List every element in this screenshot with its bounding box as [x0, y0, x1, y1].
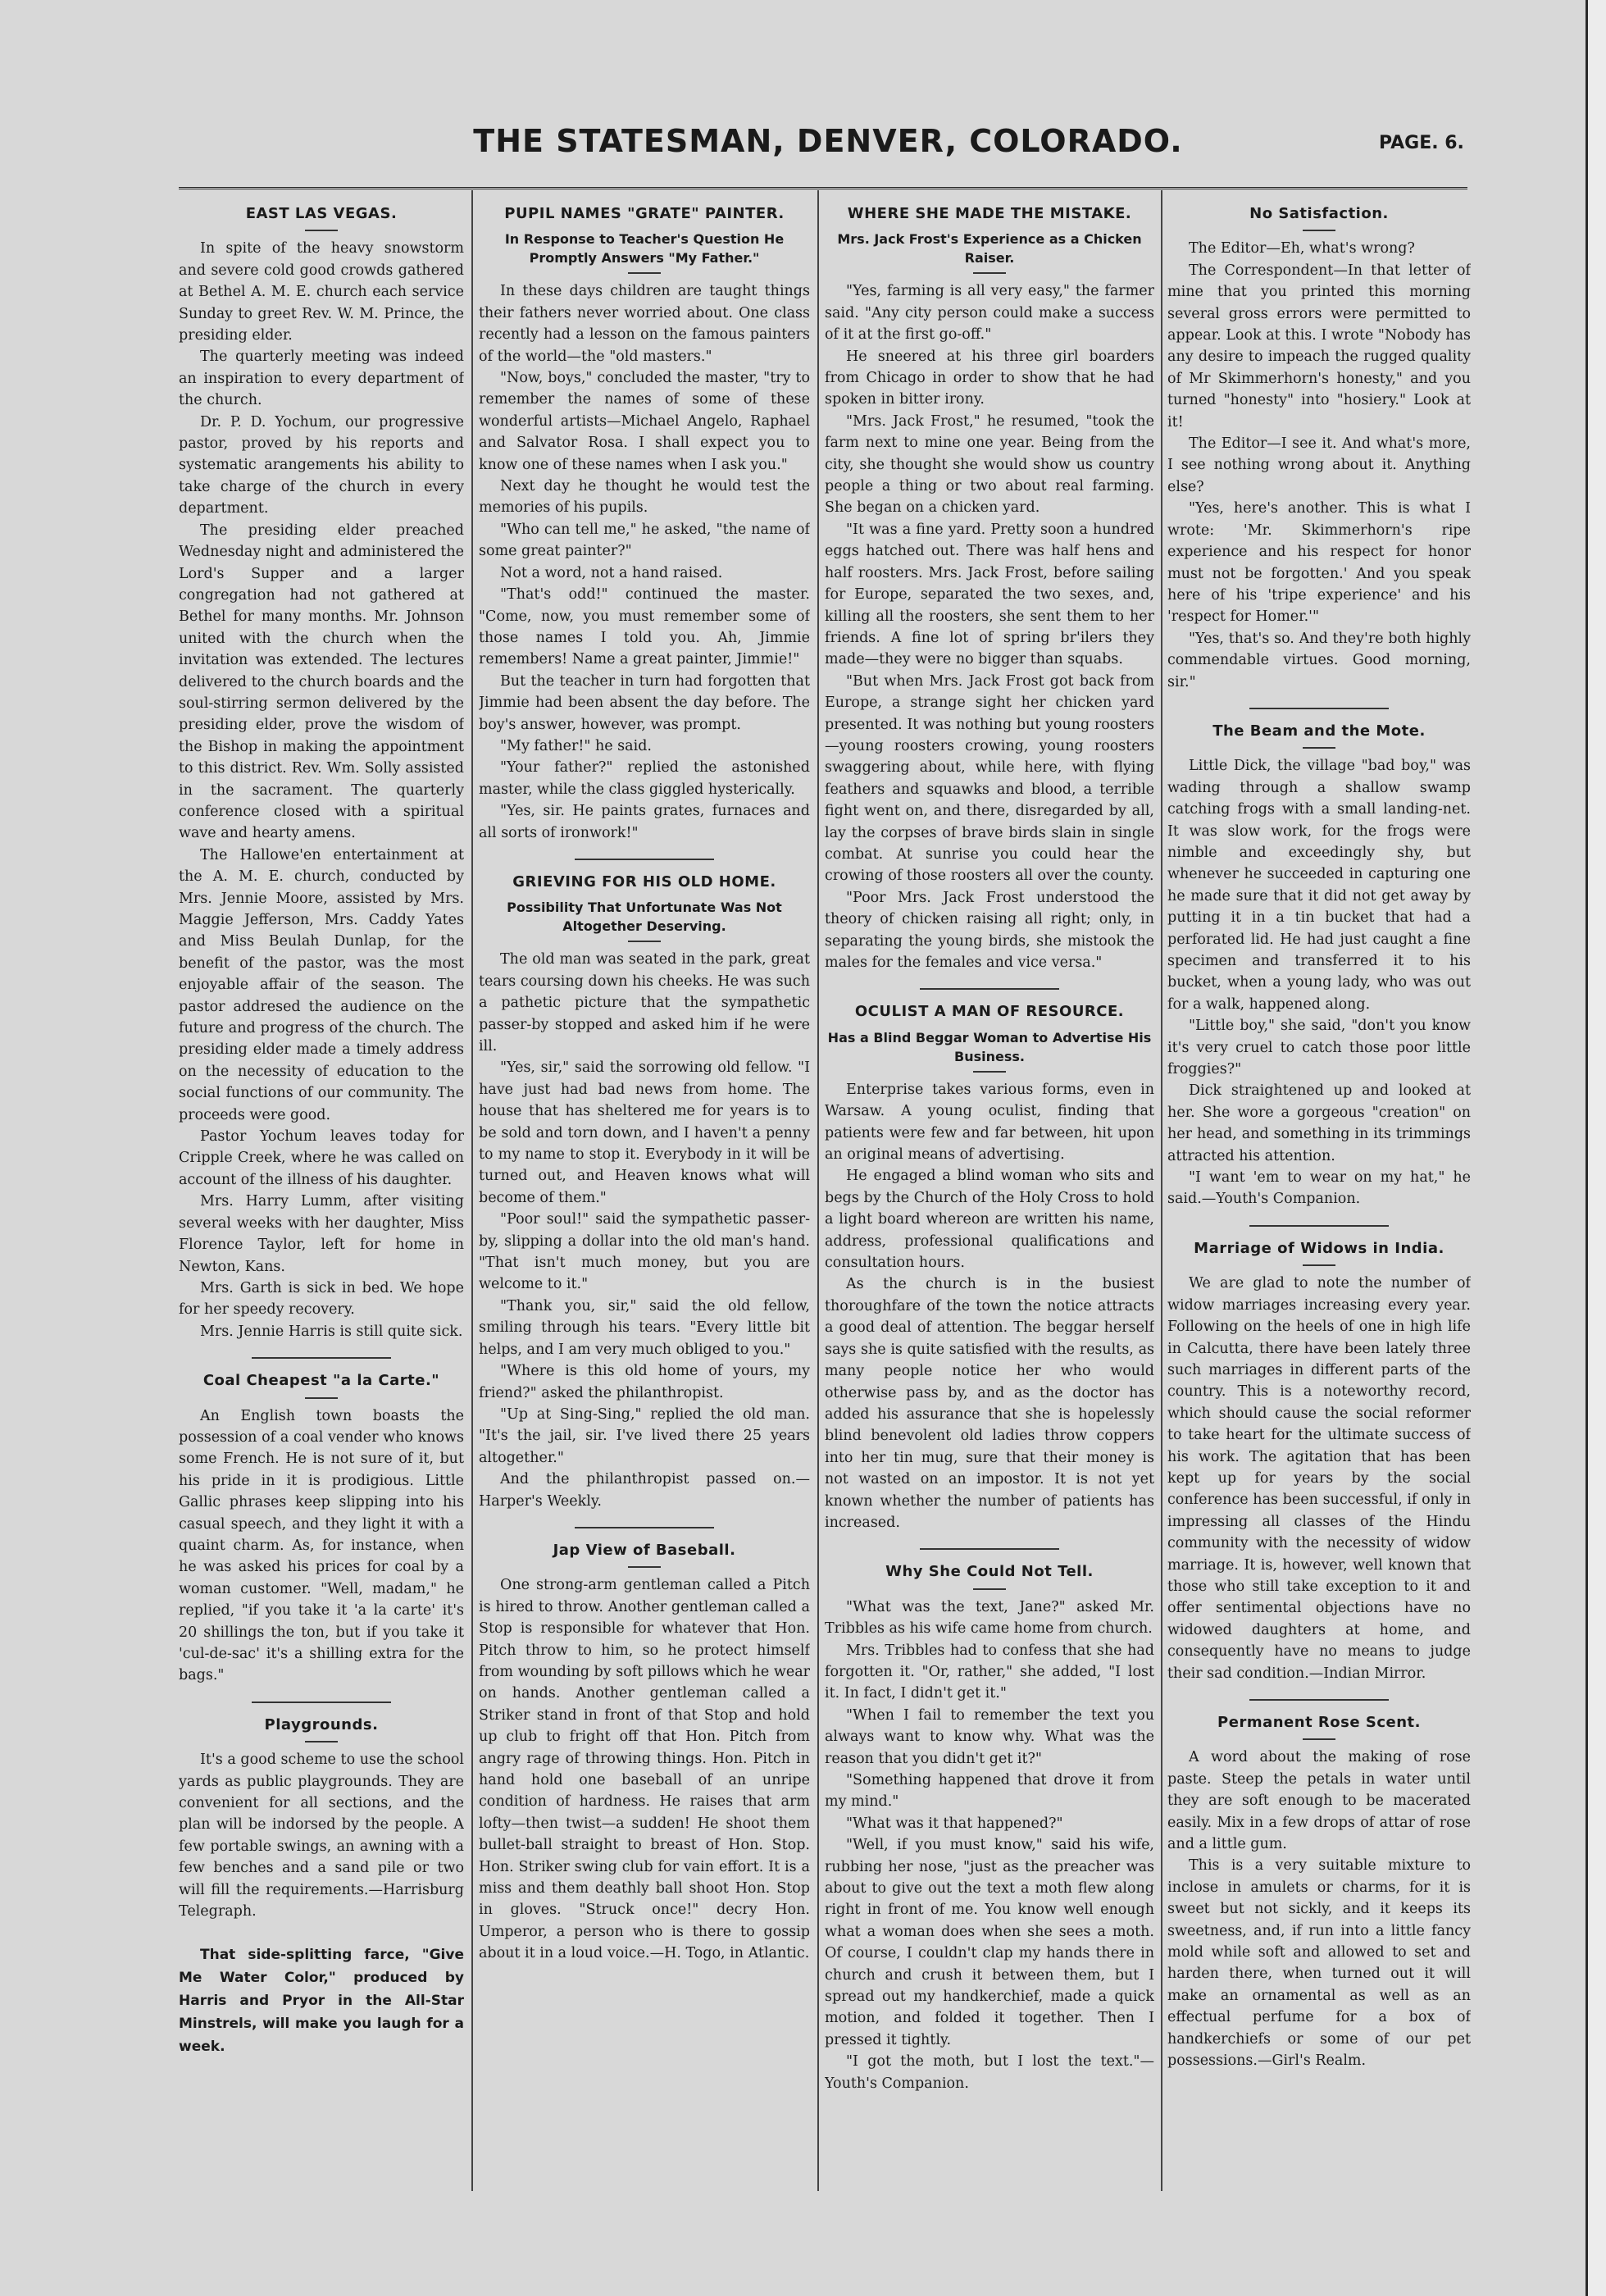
article-paragraph: "Poor soul!" said the sympathetic passer-by, slipping a dollar into the old man's hand. "That isn't much money, but you are welcome to it.": [479, 1211, 810, 1293]
article-paragraph: "Where is this old home of yours, my friend?" asked the philanthropist.: [479, 1363, 810, 1401]
article-separator: [1249, 1225, 1389, 1227]
article-paragraph: The Correspondent—In that letter of mine that you printed this morning several gross errors were permitted to appear. Look at this. I wrote "Nobody has any desire to impeach the rugged quality of Mr Skimmerhorn's honesty," and you turned "honesty" into "hosiery." Look at it!: [1167, 262, 1471, 430]
article-paragraph: "Yes, sir. He paints grates, furnaces and all sorts of ironwork!": [479, 803, 810, 841]
headline-rule: [628, 272, 661, 274]
article-subheadline: Possibility That Unfortunate Was Not Altogether Deserving.: [507, 900, 782, 935]
article-paragraph: The old man was seated in the park, great tears coursing down his cheeks. He was such a pathetic picture that the sympathetic passer-by stopped and asked him if he were ill.: [479, 951, 810, 1055]
article-playgrounds: [179, 1715, 464, 1923]
headline-rule: [628, 941, 661, 942]
article-paragraph: "Thank you, sir," said the old fellow, smiling through his tears. "Every little bit helps, and I am very much obliged to you.": [479, 1297, 810, 1358]
article-separator: [920, 1548, 1059, 1550]
article-paragraph: The presiding elder preached Wednesday night and administered the Lord's Supper and a larger congregation had not gathered at Bethel for many months. Mr. Johnson united with the church when the invitation was extended. The lectures delivered to the church boards and the soul-stirring sermon delivered by the presiding elder, prove the wisdom of the Bishop in making the appointment to this district. Rev. Wm. Solly assisted in the sacrament. The quarterly conference closed with a spiritual wave and hearty amens.: [179, 522, 464, 842]
article-paragraph: "Who can tell me," he asked, "the name of some great painter?": [479, 521, 810, 560]
article-paragraph: Dick straightened up and looked at her. She wore a gorgeous "creation" on her head, and something in its trimmings attracted his attention.: [1167, 1082, 1471, 1164]
article-paragraph: Mrs. Jennie Harris is still quite sick.: [200, 1323, 463, 1340]
masthead: THE STATESMAN, DENVER, COLORADO.: [473, 123, 1183, 159]
article-minstrels-ad: [179, 1943, 464, 2058]
column-rule: [817, 190, 819, 2191]
article-separator: [920, 988, 1059, 990]
headline-rule: [1303, 230, 1335, 231]
headline-rule: [973, 1588, 1006, 1590]
column-rule: [1161, 190, 1162, 2191]
article-widows-india: [1167, 1238, 1471, 1684]
headline-rule: [973, 272, 1006, 274]
article-paragraph: "But when Mrs. Jack Frost got back from Europe, a strange sight her chicken yard presented. It was nothing but young roosters—young roosters crowing, young roosters swaggering about, while here, with flying feathers and squawks and blood, a terrible fight went on, and there, disregarded by all, lay the corpses of brave birds slain in single combat. At sunrise you could hear the crowing of those roosters all over the county.: [825, 672, 1154, 885]
article-paragraph: "Little boy," she said, "don't you know it's very cruel to catch those poor little froggies?": [1167, 1018, 1471, 1078]
article-headline: Why She Could Not Tell.: [885, 1563, 1094, 1581]
column-3: [825, 195, 1154, 2196]
article-separator: [575, 859, 714, 860]
article-why-she-could-not-tell: [825, 1561, 1154, 2094]
article-headline: Permanent Rose Scent.: [1217, 1714, 1421, 1731]
page-edge: [1586, 0, 1606, 2296]
article-paragraph: "Yes, farming is all very easy," the farmer said. "Any city person could make a success of it at the first go-off.": [825, 283, 1154, 344]
article-paragraph: "Now, boys," concluded the master, "try to remember the names of some of these wonderful artists—Michael Angelo, Raphael and Salvator Rosa. I shall expect you to know one of these names when I ask you.": [479, 370, 810, 473]
article-grieving: [479, 872, 810, 1512]
article-headline: The Beam and the Mote.: [1212, 722, 1426, 740]
article-separator: [1249, 708, 1389, 709]
article-headline: Playgrounds.: [264, 1715, 379, 1733]
article-headline: Coal Cheapest "a la Carte.": [202, 1372, 440, 1390]
article-subheadline: Has a Blind Beggar Woman to Advertise His Business.: [827, 1029, 1152, 1064]
article-paragraph: The Editor—I see it. And what's more, I see nothing wrong about it. Anything else?: [1167, 435, 1471, 495]
article-separator: [1249, 1699, 1389, 1701]
article-paragraph: "Yes, sir," said the sorrowing old fellow. "I have just had bad news from home. The house that has sheltered me for years is to be sold and torn down, and I haven't a penny to my name to stop it. Everybody in it will be turned out, and Heaven knows what will become of them.": [479, 1059, 810, 1206]
article-paragraph: Not a word, not a hand raised.: [500, 564, 723, 581]
article-separator: [575, 1527, 714, 1528]
column-rule: [471, 190, 473, 2191]
article-paragraph: And the philanthropist passed on.—Harper's Weekly.: [479, 1471, 810, 1510]
article-paragraph: "I got the moth, but I lost the text."—Youth's Companion.: [825, 2053, 1154, 2092]
headline-rule: [305, 1397, 338, 1399]
article-paragraph: Dr. P. D. Yochum, our progressive pastor, proved by his reports and systematic arangements his ability to take charge of the church in every department.: [179, 413, 464, 517]
article-paragraph: "Yes, that's so. And they're both highly commendable virtues. Good morning, sir.": [1167, 630, 1471, 690]
article-rose-scent: [1167, 1712, 1471, 2072]
article-where-she-made: [825, 203, 1154, 973]
article-headline: PUPIL NAMES "GRATE" PAINTER.: [504, 205, 785, 222]
article-jap-view: [479, 1540, 810, 1965]
article-paragraph: "Yes, here's another. This is what I wrote: 'Mr. Skimmerhorn's ripe experience and his respect for honor must not be forgotten.' And you speak here of his 'tripe experience' and his 'respect for Homer.'": [1167, 500, 1471, 626]
article-paragraph: Next day he thought he would test the memories of his pupils.: [479, 478, 810, 517]
headline-rule: [973, 1071, 1006, 1073]
article-paragraph: Mrs. Harry Lumm, after visiting several weeks with her daughter, Miss Florence Taylor, left for home in Newton, Kans.: [179, 1193, 464, 1275]
article-separator: [252, 1702, 391, 1703]
headline-rule: [1303, 747, 1335, 749]
article-headline: OCULIST A MAN OF RESOURCE.: [854, 1003, 1125, 1021]
article-coal-cheapest: [179, 1370, 464, 1687]
article-headline: EAST LAS VEGAS.: [245, 205, 398, 222]
article-separator: [252, 1357, 391, 1359]
article-paragraph: The quarterly meeting was indeed an inspiration to every department of the church.: [179, 348, 464, 409]
article-paragraph: "What was the text, Jane?" asked Mr. Tribbles as his wife came home from church.: [825, 1598, 1154, 1638]
headline-rule: [628, 1566, 661, 1568]
article-paragraph: "Your father?" replied the astonished master, while the class giggled hysterically.: [479, 759, 810, 798]
article-paragraph: "Something happened that drove it from my mind.": [825, 1772, 1154, 1811]
article-paragraph: But the teacher in turn had forgotten that Jimmie had been absent the day before. The boy's answer, however, was prompt.: [479, 672, 810, 733]
masthead-rule: [179, 187, 1467, 189]
article-headline: No Satisfaction.: [1249, 205, 1389, 222]
article-paragraph: "My father!" he said.: [500, 737, 652, 754]
article-paragraph: Little Dick, the village "bad boy," was wading through a shallow swamp catching frogs with a small landing-net. It was slow work, for the frogs were nimble and exceedingly shy, but whenever he succeeded in capturing one he made sure that it did not get away by putting it in a tin bucket that had a perforated lid. He had just caught a fine specimen and transferred it to his bucket, when a young lady, who was out for a walk, happened along.: [1167, 758, 1471, 1013]
article-headline: GRIEVING FOR HIS OLD HOME.: [512, 872, 776, 891]
article-paragraph: In spite of the heavy snowstorm and severe cold good crowds gathered at Bethel A. M. E. church each service Sunday to greet Rev. W. M. Prince, the presiding elder.: [179, 240, 464, 344]
advertisement-text: That side-splitting farce, "Give Me Water Color," produced by Harris and Pryor in the All-Star Minstrels, will make you laugh for a week.: [179, 1947, 464, 2056]
article-paragraph: Enterprise takes various forms, even in Warsaw. A young oculist, finding that patients were few and far between, hit upon an original means of advertising.: [825, 1081, 1154, 1164]
article-paragraph: An English town boasts the possession of a coal vender who knows some French. He is not sure of it, but his pride in it is prodigious. Little Gallic phrases keep slipping into his casual speech, and they light it with a quaint charm. As, for instance, when he was asked his prices for coal by a woman customer. "Well, madam," he replied, "if you take it 'a la carte' it's 20 shillings the ton, but if you take it 'cul-de-sac' it's a shilling extra for the bags.": [179, 1407, 464, 1684]
binding-margin: [0, 0, 90, 2296]
page-number: PAGE. 6.: [1379, 133, 1464, 153]
article-paragraph: This is a very suitable mixture to inclose in amulets or charms, for it is sweet but not sickly, and it keeps its sweetness, and, if run into a little fancy mold while soft and allowed to set and harden there, when turned out it will make an ornamental as well as an effectual perfume for a box of handkerchiefs or some of our pet possessions.—Girl's Realm.: [1167, 1857, 1471, 2070]
article-paragraph: The Editor—Eh, what's wrong?: [1189, 240, 1415, 257]
article-paragraph: A word about the making of rose paste. Steep the petals in water until they are soft enough to be macerated easily. Mix in a few drops of attar of rose and a little gum.: [1167, 1749, 1471, 1853]
article-paragraph: "Poor Mrs. Jack Frost understood the theory of chicken raising all right; only, in separating the young birds, she mistook the males for the females and vice versa.": [825, 889, 1154, 971]
article-paragraph: In these days children are taught things their fathers never worried about. One class recently had a lesson on the famous painters of the world—the "old masters.": [479, 283, 810, 365]
article-paragraph: We are glad to note the number of widow marriages increasing every year. Following on the heels of one in high life in Calcutta, there have been lately three such marriages in different parts of the country. This is a noteworthy record, which should cause the social reformer to take heart for the ultimate success of his work. The agitation that has been kept up for years by the social conference has been successful, if only in impressing all classes of the Hindu community with the necessity of widow marriage. It is, however, well known that those who still take exception to it and offer sentimental objections have no widowed daughters at home, and consequently have no means to judge their sad condition.—Indian Mirror.: [1167, 1275, 1471, 1682]
article-paragraph: The Hallowe'en entertainment at the A. M. E. church, conducted by Mrs. Jennie Moore, assisted by Mrs. Maggie Jefferson, Mrs. Caddy Yates and Miss Beulah Dunlap, for the benefit of the pastor, was the most enjoyable affair of the season. The pastor addresed the audience on the future and progress of the church. The presiding elder made a timely address on the necessity of education to the social functions of our community. The proceeds were good.: [179, 846, 464, 1123]
article-headline: WHERE SHE MADE THE MISTAKE.: [847, 205, 1132, 222]
headline-rule: [305, 1741, 338, 1742]
article-paragraph: "It was a fine yard. Pretty soon a hundred eggs hatched out. There was half hens and half roosters. Mrs. Jack Frost, before sailing for Europe, separated the two sexes, and, killing all the roosters, she sent them to her friends. A fine lot of spring br'ilers they made—they were no bigger than squabs.: [825, 521, 1154, 668]
column-4: [1167, 195, 1471, 2196]
article-paragraph: One strong-arm gentleman called a Pitch is hired to throw. Another gentleman called a Stop is responsible for whatever that Hon. Pitch throw to him, so he protect himself from wounding by soft pillows which he wear on hands. Another gentleman called a Striker stand in front of that Stop and hold up club to fright off that Hon. Pitch from angry rage of throwing things. Hon. Pitch in hand hold one baseball of an unripe condition of hardness. He raises that arm lofty—then twist—a sudden! He shoot them bullet-ball straight to breast of Hon. Stop. Hon. Striker swing club for vain effort. It is a miss and them deathly ball shoot Hon. Stop in gloves. "Struck once!" decry Hon. Umperor, a person who is there to gossip about it in a loud voice.—H. Togo, in Atlantic.: [479, 1577, 810, 1962]
article-paragraph: "I want 'em to wear on my hat," he said.—Youth's Companion.: [1167, 1169, 1471, 1208]
article-headline: Jap View of Baseball.: [553, 1541, 736, 1559]
article-paragraph: Pastor Yochum leaves today for Cripple Creek, where he was called on account of the illness of his daughter.: [179, 1128, 464, 1188]
article-paragraph: Mrs. Tribbles had to confess that she had forgotten it. "Or, rather," she added, "I lost it. In fact, I didn't get it.": [825, 1642, 1154, 1702]
article-paragraph: He engaged a blind woman who sits and begs by the Church of the Holy Cross to hold a light board whereon are written his name, address, professional qualifications and consultation hours.: [825, 1168, 1154, 1272]
article-paragraph: As the church is in the busiest thoroughfare of the town the notice attracts a good deal of attention. The beggar herself says she is quite satisfied with the results, as many people notice her who would otherwise pass by, and as the doctor has added his assurance that she is hopelessly blind benevolent old ladies throw coppers into her tin mug, sure that their money is not wasted on an impostor. It is not yet known whether the number of patients has increased.: [825, 1276, 1154, 1531]
article-paragraph: Mrs. Garth is sick in bed. We hope for her speedy recovery.: [179, 1279, 464, 1319]
article-paragraph: "That's odd!" continued the master. "Come, now, you must remember some of those names I told you. Ah, Jimmie remembers! Name a great painter, Jimmie!": [479, 586, 810, 668]
column-1: [179, 195, 464, 2196]
article-paragraph: "When I fail to remember the text you always want to know why. What was the reason that you didn't get it?": [825, 1706, 1154, 1767]
article-oculist: [825, 1001, 1154, 1533]
article-headline: Marriage of Widows in India.: [1194, 1239, 1444, 1257]
article-east-las-vegas: [179, 203, 464, 1342]
article-no-satisfaction: [1167, 203, 1471, 693]
headline-rule: [1303, 1738, 1335, 1740]
article-beam-and-mote: [1167, 721, 1471, 1210]
headline-rule: [1303, 1264, 1335, 1266]
article-subheadline: In Response to Teacher's Question He Promptly Answers "My Father.": [504, 231, 785, 266]
article-paragraph: It's a good scheme to use the school yards as public playgrounds. They are convenient for all sections, and the plan will be indorsed by the people. A few portable swings, an awning with a few benches and a sand pile or two will fill the requirements.—Harrisburg Telegraph.: [179, 1752, 464, 1920]
column-2: [479, 195, 810, 2196]
article-paragraph: "What was it that happened?": [846, 1815, 1063, 1832]
article-subheadline: Mrs. Jack Frost's Experience as a Chicken Raiser.: [837, 231, 1142, 266]
article-paragraph: "Mrs. Jack Frost," he resumed, "took the farm next to mine one year. Being from the city, she thought she would show us country people a thing or two about real farming. She began on a chicken yard.: [825, 412, 1154, 517]
article-paragraph: "Up at Sing-Sing," replied the old man. "It's the jail, sir. I've lived there 25 years altogether.": [479, 1405, 810, 1466]
article-paragraph: "Well, if you must know," said his wife, rubbing her nose, "just as the preacher was about to give out the text a moth flew along right in front of me. You know well enough what a woman does when she sees a moth. Of course, I couldn't clap my hands there in church and crush it between them, but I spread out my handkerchief, made a quick motion, and folded it together. Then I pressed it tightly.: [825, 1837, 1154, 2048]
article-paragraph: He sneered at his three girl boarders from Chicago in order to show that he had spoken in bitter irony.: [825, 348, 1154, 408]
headline-rule: [305, 230, 338, 231]
article-pupil-names: [479, 203, 810, 844]
